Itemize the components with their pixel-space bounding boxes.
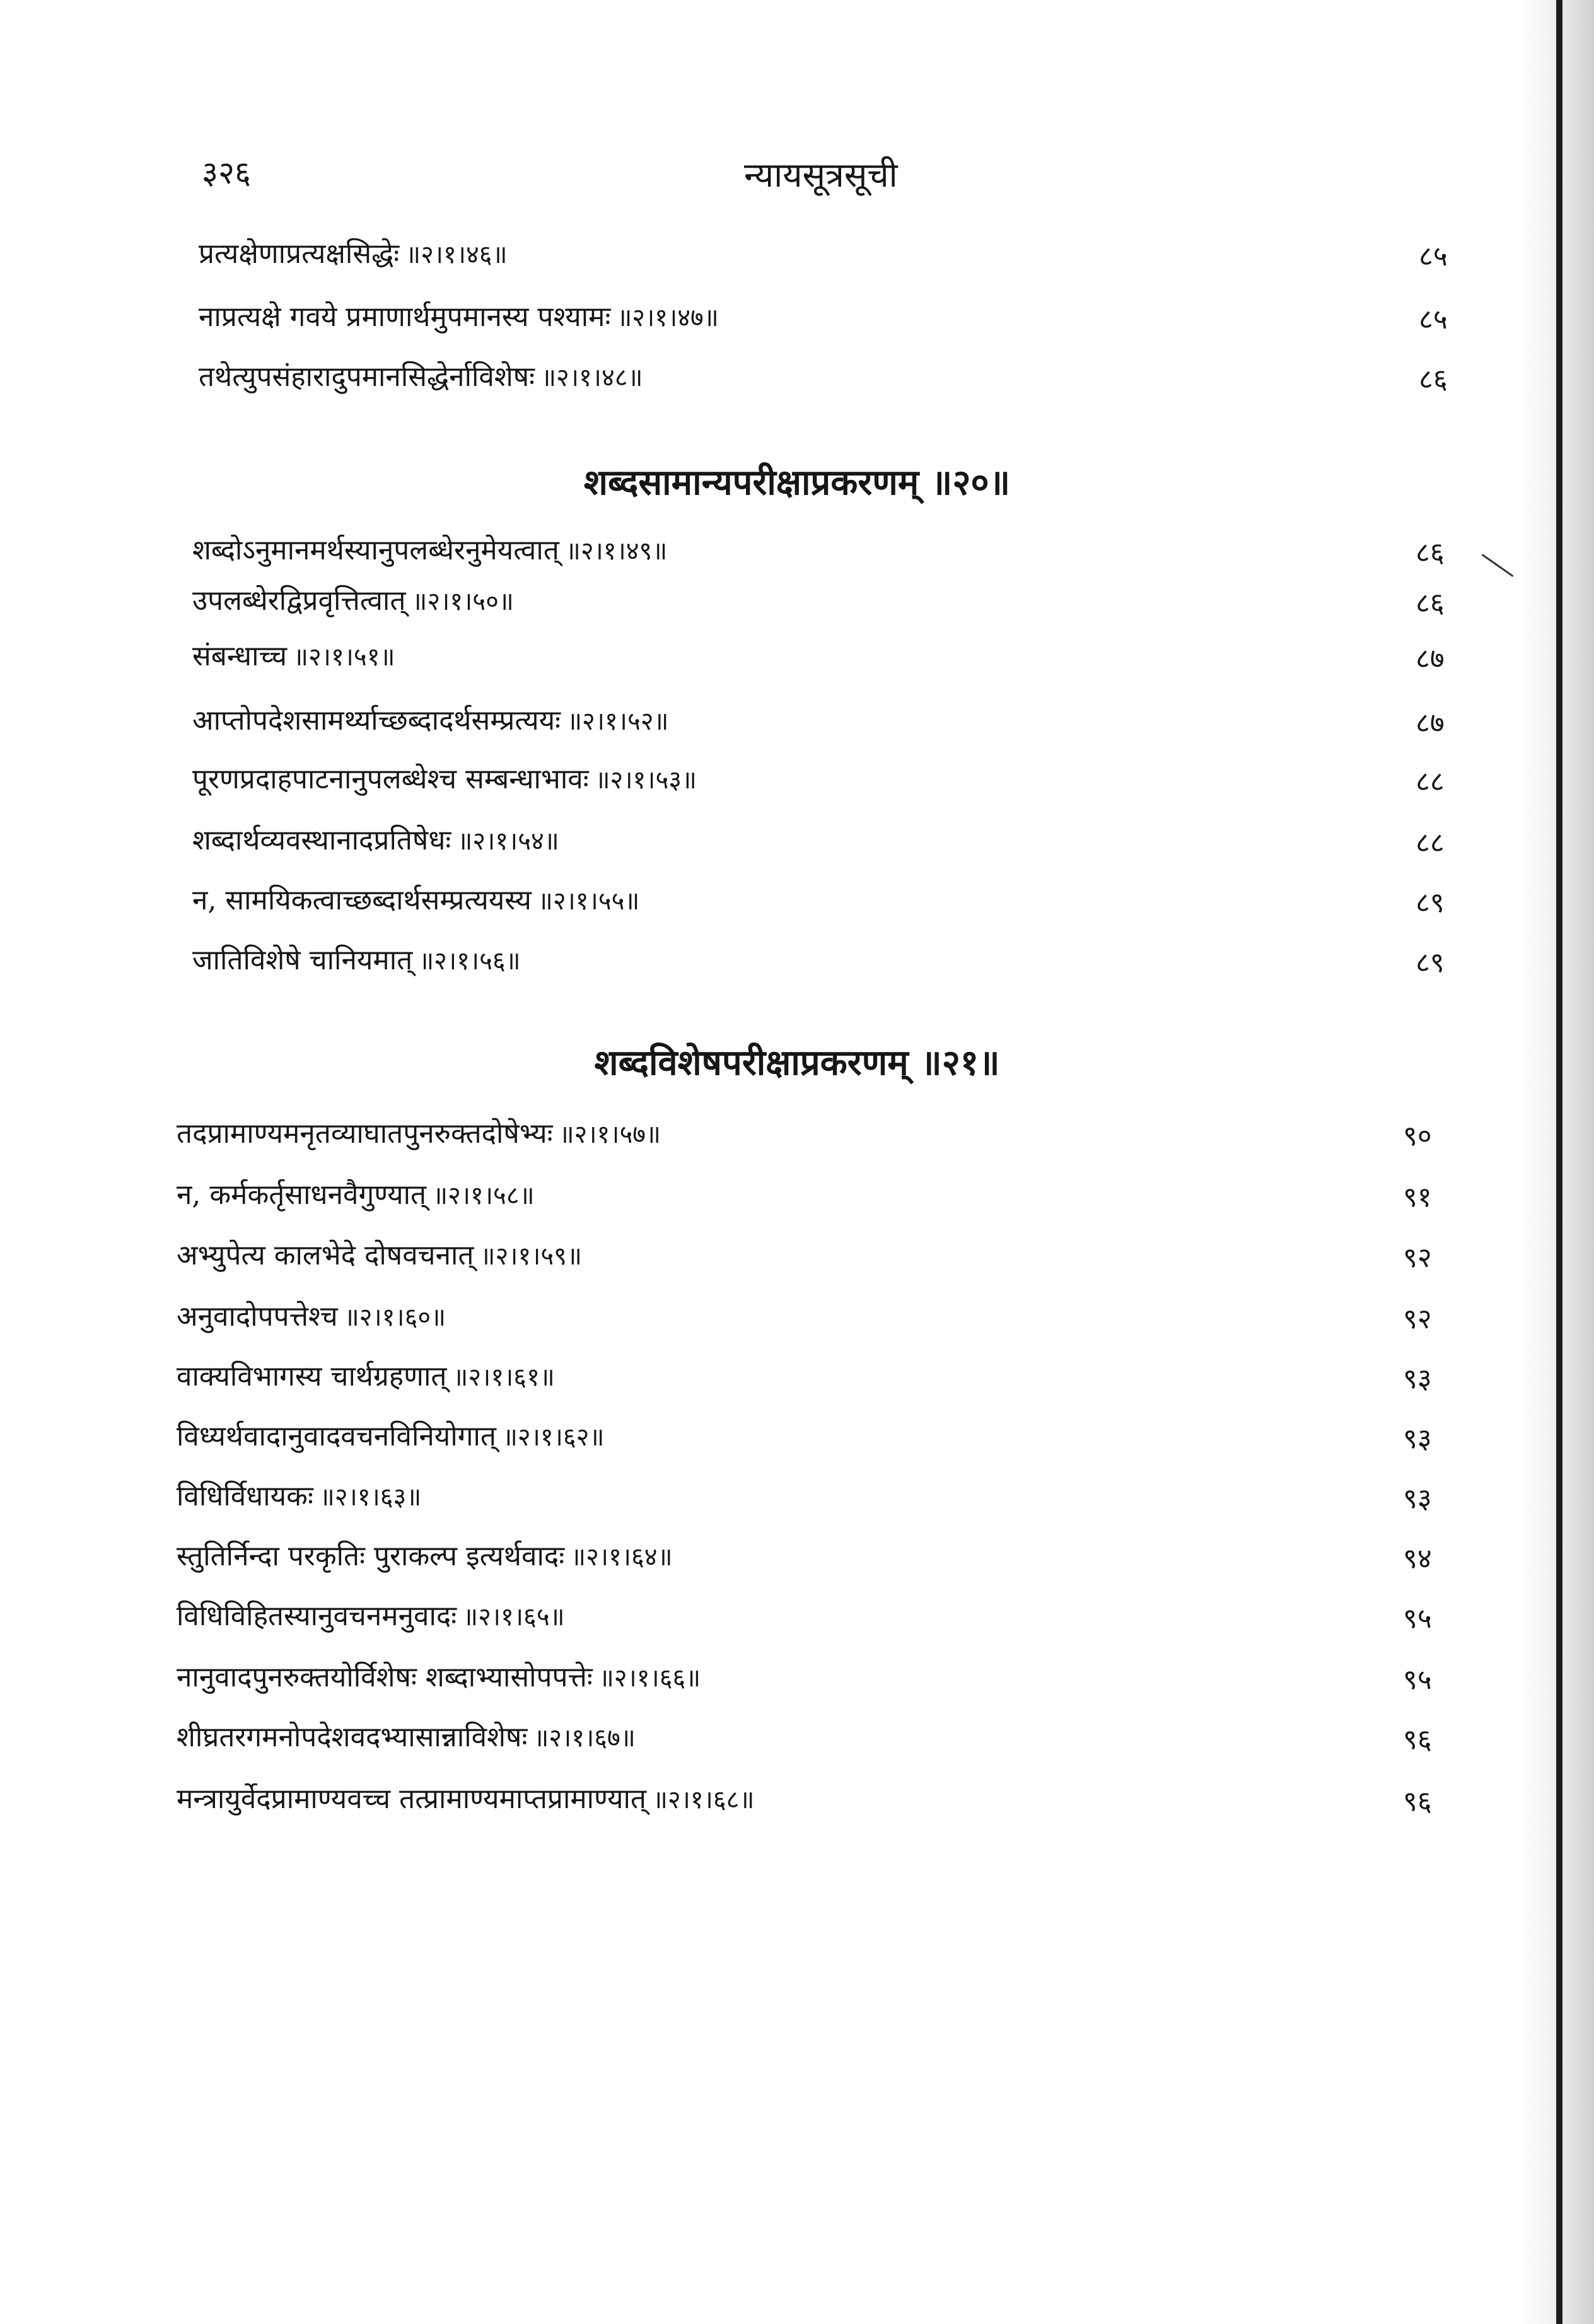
sutra-line — [199, 233, 508, 271]
sutra-ref: ॥२।१।६०॥ — [344, 1303, 446, 1332]
sutra-text: न, कर्मकर्तृसाधनवैगुण्यात् — [177, 1179, 427, 1211]
sutra-text: तदप्रामाण्यमनृतव्याघातपुनरुक्तदोषेभ्यः — [177, 1118, 553, 1150]
sutra-ref: ॥२।१।६३॥ — [319, 1483, 422, 1512]
sutra-entry — [0, 1113, 1594, 1159]
page-ref: ८९ — [1416, 887, 1445, 919]
sutra-ref: ॥२।१।४९॥ — [565, 537, 668, 566]
sutra-line — [177, 1356, 555, 1394]
sutra-ref: ॥२।१।५९॥ — [480, 1242, 582, 1271]
sutra-line — [177, 1416, 604, 1454]
sutra-text: विध्यर्थवादानुवादवचनविनियोगात् — [177, 1420, 496, 1452]
sutra-line — [177, 1717, 636, 1755]
sutra-ref: ॥२।१।५०॥ — [412, 587, 514, 616]
sutra-entry — [0, 1235, 1594, 1280]
sutra-text: अनुवादोपपत्तेश्च — [177, 1300, 338, 1333]
sutra-line — [192, 700, 669, 738]
sutra-ref: ॥२।१।६५॥ — [463, 1603, 565, 1632]
sutra-line — [192, 636, 395, 674]
sutra-entry — [0, 1596, 1594, 1641]
page-ref: ९२ — [1403, 1242, 1432, 1274]
sutra-text: शब्दोऽनुमानमर्थस्यानुपलब्धेरनुमेयत्वात् — [192, 534, 559, 566]
sutra-text: शब्दार्थव्यवस्थानादप्रतिषेधः — [192, 824, 451, 856]
sutra-line — [177, 1536, 673, 1574]
page-ref: ९५ — [1403, 1603, 1432, 1635]
sutra-text: स्तुतिर्निन्दा परकृतिः पुराकल्प इत्यर्थवादः — [177, 1540, 565, 1572]
page-ref: ९१ — [1403, 1181, 1432, 1213]
page-ref: ८७ — [1416, 643, 1445, 675]
sutra-ref: ॥२।१।५७॥ — [559, 1120, 661, 1149]
sutra-entry — [0, 940, 1594, 985]
sutra-ref: ॥२।१।६४॥ — [571, 1543, 673, 1572]
sutra-entry — [0, 1416, 1594, 1461]
sutra-entry — [0, 1296, 1594, 1341]
page-ref: ८५ — [1419, 240, 1448, 272]
sutra-entry — [0, 1476, 1594, 1521]
sutra-line — [177, 1596, 565, 1633]
page-ref: ८९ — [1416, 947, 1445, 979]
sutra-text: संबन्धाच्च — [192, 640, 288, 672]
sutra-entry — [0, 636, 1594, 681]
sutra-text: पूरणप्रदाहपाटनानुपलब्धेश्च सम्बन्धाभावः — [192, 763, 589, 795]
sutra-text: न, सामयिकत्वाच्छब्दार्थसम्प्रत्ययस्य — [192, 884, 532, 916]
sutra-text: विधिर्विधायकः — [177, 1480, 313, 1512]
sutra-ref: ॥२।१।६६॥ — [598, 1664, 701, 1693]
page-number: ३२६ — [202, 155, 251, 191]
sutra-line — [177, 1235, 582, 1273]
page-ref: ९३ — [1403, 1483, 1432, 1515]
sutra-entry — [0, 1536, 1594, 1581]
page-ref: ८६ — [1419, 363, 1448, 395]
sutra-ref: ॥२।१।५६॥ — [419, 947, 521, 976]
sutra-line — [199, 356, 643, 394]
page-ref: ९३ — [1403, 1363, 1432, 1395]
sutra-text: मन्त्रायुर्वेदप्रामाण्यवच्च तत्प्रामाण्यमाप्तप्रामाण्यात् — [177, 1783, 646, 1815]
sutra-line — [192, 940, 521, 978]
sutra-entry — [0, 356, 1594, 402]
sutra-ref: ॥२।१।५५॥ — [537, 887, 640, 916]
sutra-text: तथेत्युपसंहारादुपमानसिद्धेर्नाविशेषः — [199, 361, 535, 393]
sutra-ref: ॥२।१।४६॥ — [405, 240, 508, 269]
sutra-ref: ॥२।१।४८॥ — [541, 363, 643, 392]
page-ref: ९२ — [1403, 1303, 1432, 1335]
sutra-entry — [0, 1717, 1594, 1762]
sutra-ref: ॥२।१।५४॥ — [457, 827, 559, 856]
sutra-ref: ॥२।१।५१॥ — [293, 643, 395, 672]
sutra-text: अभ्युपेत्य कालभेदे दोषवचनात् — [177, 1239, 474, 1271]
sutra-ref: ॥२।१।४७॥ — [617, 303, 719, 332]
sutra-entry — [0, 1174, 1594, 1220]
sutra-entry — [0, 233, 1594, 279]
page-ref: ८५ — [1419, 303, 1448, 336]
sutra-entry — [0, 880, 1594, 925]
sutra-text: शीघ्रतरगमनोपदेशवदभ्यासान्नाविशेषः — [177, 1721, 528, 1753]
page-ref: ९६ — [1403, 1785, 1432, 1818]
sutra-entry — [0, 296, 1594, 342]
sutra-entry — [0, 820, 1594, 865]
sutra-line — [192, 880, 639, 918]
sutra-text: नानुवादपुनरुक्तयोर्विशेषः शब्दाभ्यासोपपत्तेः — [177, 1661, 593, 1693]
sutra-entry — [0, 1356, 1594, 1401]
sutra-ref: ॥२।१।५८॥ — [433, 1181, 535, 1210]
sutra-line — [177, 1778, 754, 1816]
sutra-entry — [0, 700, 1594, 745]
sutra-ref: ॥२।१।६१॥ — [453, 1363, 555, 1392]
sutra-line — [192, 820, 559, 858]
running-title: न्यायसूत्रसूची — [744, 155, 898, 195]
sutra-line — [177, 1113, 661, 1151]
sutra-text: नाप्रत्यक्षे गवये प्रमाणार्थमुपमानस्य पश्यामः — [199, 301, 611, 333]
sutra-text: प्रत्यक्षेणाप्रत्यक्षसिद्धेः — [199, 238, 400, 270]
sutra-entry — [0, 759, 1594, 804]
sutra-text: विधिविहितस्यानुवचनमनुवादः — [177, 1600, 457, 1632]
page-ref: ८७ — [1416, 707, 1445, 739]
page-binding-edge — [1556, 0, 1562, 2324]
sutra-text: आप्तोपदेशसामर्थ्याच्छब्दादर्थसम्प्रत्ययः — [192, 704, 561, 737]
sutra-entry — [0, 580, 1594, 626]
page-ref: ८८ — [1416, 766, 1445, 798]
page-ref: ९३ — [1403, 1423, 1432, 1455]
sutra-line — [177, 1476, 421, 1514]
sutra-line — [192, 759, 697, 797]
sutra-line — [192, 530, 667, 568]
section-heading-20: शब्दसामान्यपरीक्षाप्रकरणम् ॥२०॥ — [583, 462, 1011, 503]
sutra-entry — [0, 530, 1594, 575]
sutra-text: उपलब्धेरद्विप्रवृत्तित्वात् — [192, 585, 406, 617]
page-ref: ८८ — [1416, 827, 1445, 859]
sutra-ref: ॥२।१।६८॥ — [652, 1785, 755, 1814]
sutra-ref: ॥२।१।६७॥ — [533, 1724, 636, 1753]
section-heading-21: शब्दविशेषपरीक्षाप्रकरणम् ॥२१॥ — [594, 1042, 1000, 1083]
page-ref: ८६ — [1416, 537, 1445, 569]
page-ref: ९५ — [1403, 1664, 1432, 1696]
page-ref: ८६ — [1416, 587, 1445, 619]
sutra-line — [177, 1174, 535, 1212]
sutra-ref: ॥२।१।६२॥ — [502, 1423, 605, 1452]
sutra-text: वाक्यविभागस्य चार्थग्रहणात् — [177, 1360, 447, 1393]
running-head — [0, 150, 1594, 201]
sutra-line — [177, 1657, 701, 1695]
sutra-line — [199, 296, 719, 334]
sutra-entry — [0, 1657, 1594, 1702]
page-ref: ९४ — [1403, 1543, 1432, 1575]
sutra-ref: ॥२।१।५२॥ — [567, 707, 669, 736]
sutra-text: जातिविशेषे चानियमात् — [192, 944, 413, 976]
page-ref: ९० — [1403, 1120, 1432, 1152]
sutra-line — [177, 1296, 446, 1334]
sutra-ref: ॥२।१।५३॥ — [595, 766, 697, 795]
sutra-entry — [0, 1778, 1594, 1824]
sutra-line — [192, 580, 514, 618]
page-ref: ९६ — [1403, 1724, 1432, 1756]
